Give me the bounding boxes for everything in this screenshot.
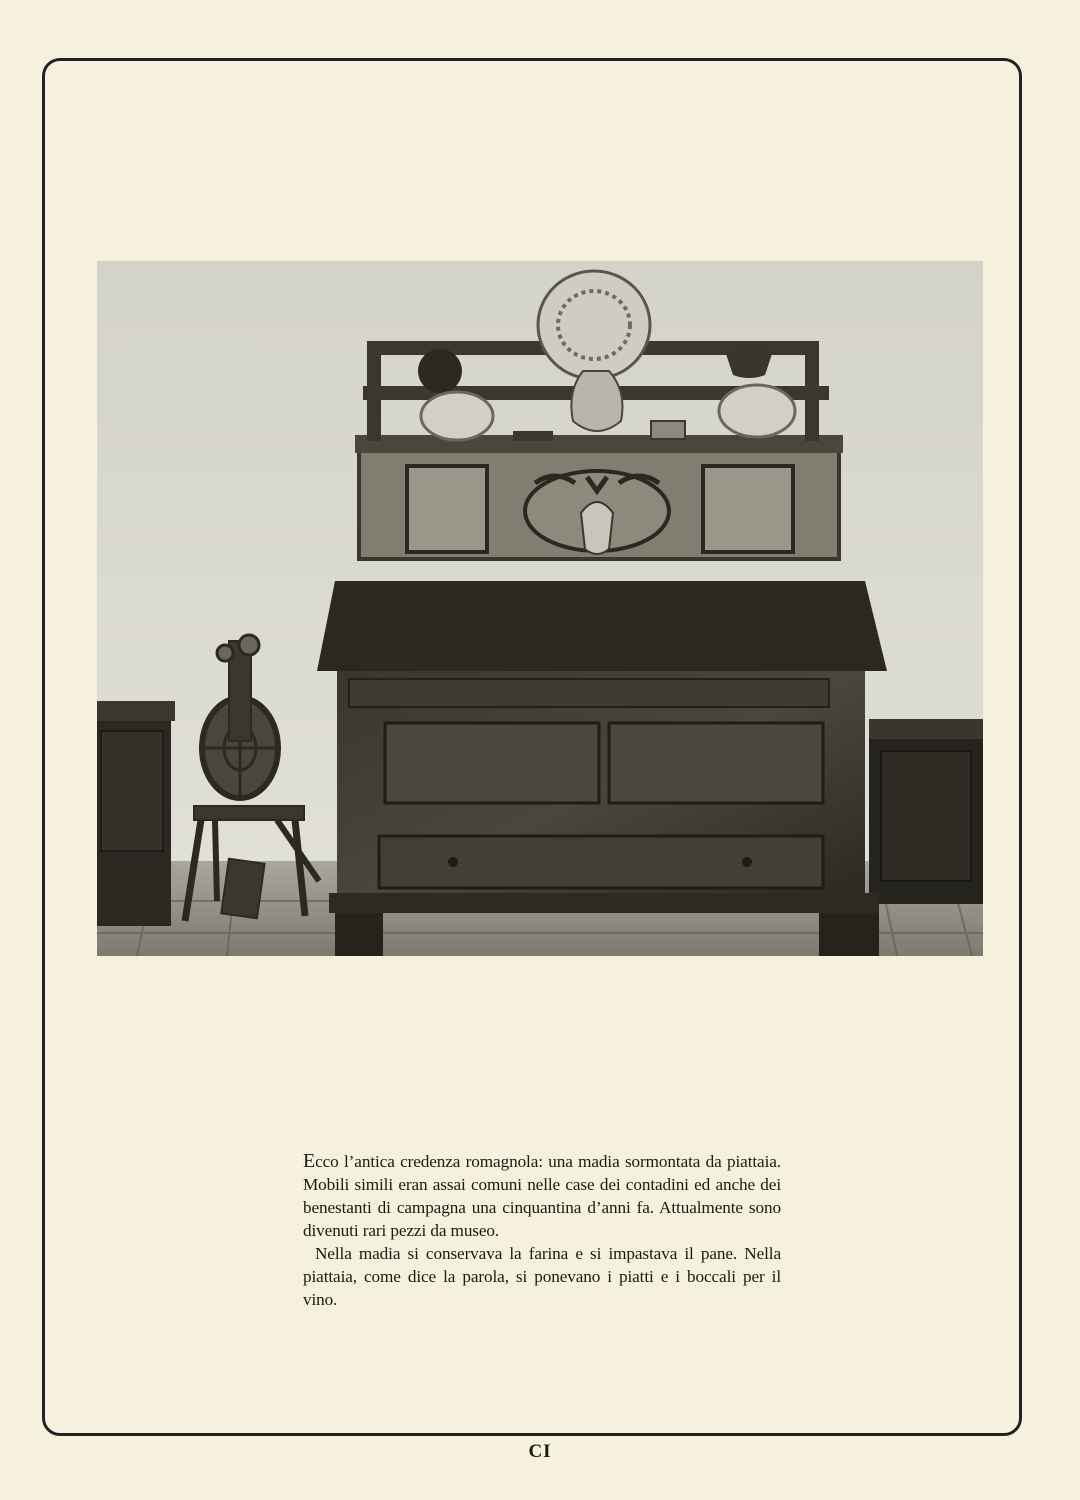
madia-chest [317,581,887,956]
right-chest [869,719,983,904]
left-chest [97,701,175,926]
caption-paragraph-1 [303,1150,781,1242]
photo-caption [303,1150,781,1311]
page-number: CI [528,1441,552,1462]
caption-paragraph-1-text: cco l’antica credenza romagnola: una madia sormontata da piattaia. Mobili simili eran assai comuni nelle case dei contadini ed anche dei benestanti di campagna una cinquantina d’anni fa. Attualmente sono divenuti rari pezzi da museo. [303,1152,781,1240]
caption-paragraph-2: Nella madia si conservava la farina e si impastava il pane. Nella piattaia, come dice la parola, si ponevano i piatti e i boccali per il vino. [303,1244,781,1309]
caption-initial-letter: E [303,1150,316,1172]
credenza-photograph [97,261,983,956]
